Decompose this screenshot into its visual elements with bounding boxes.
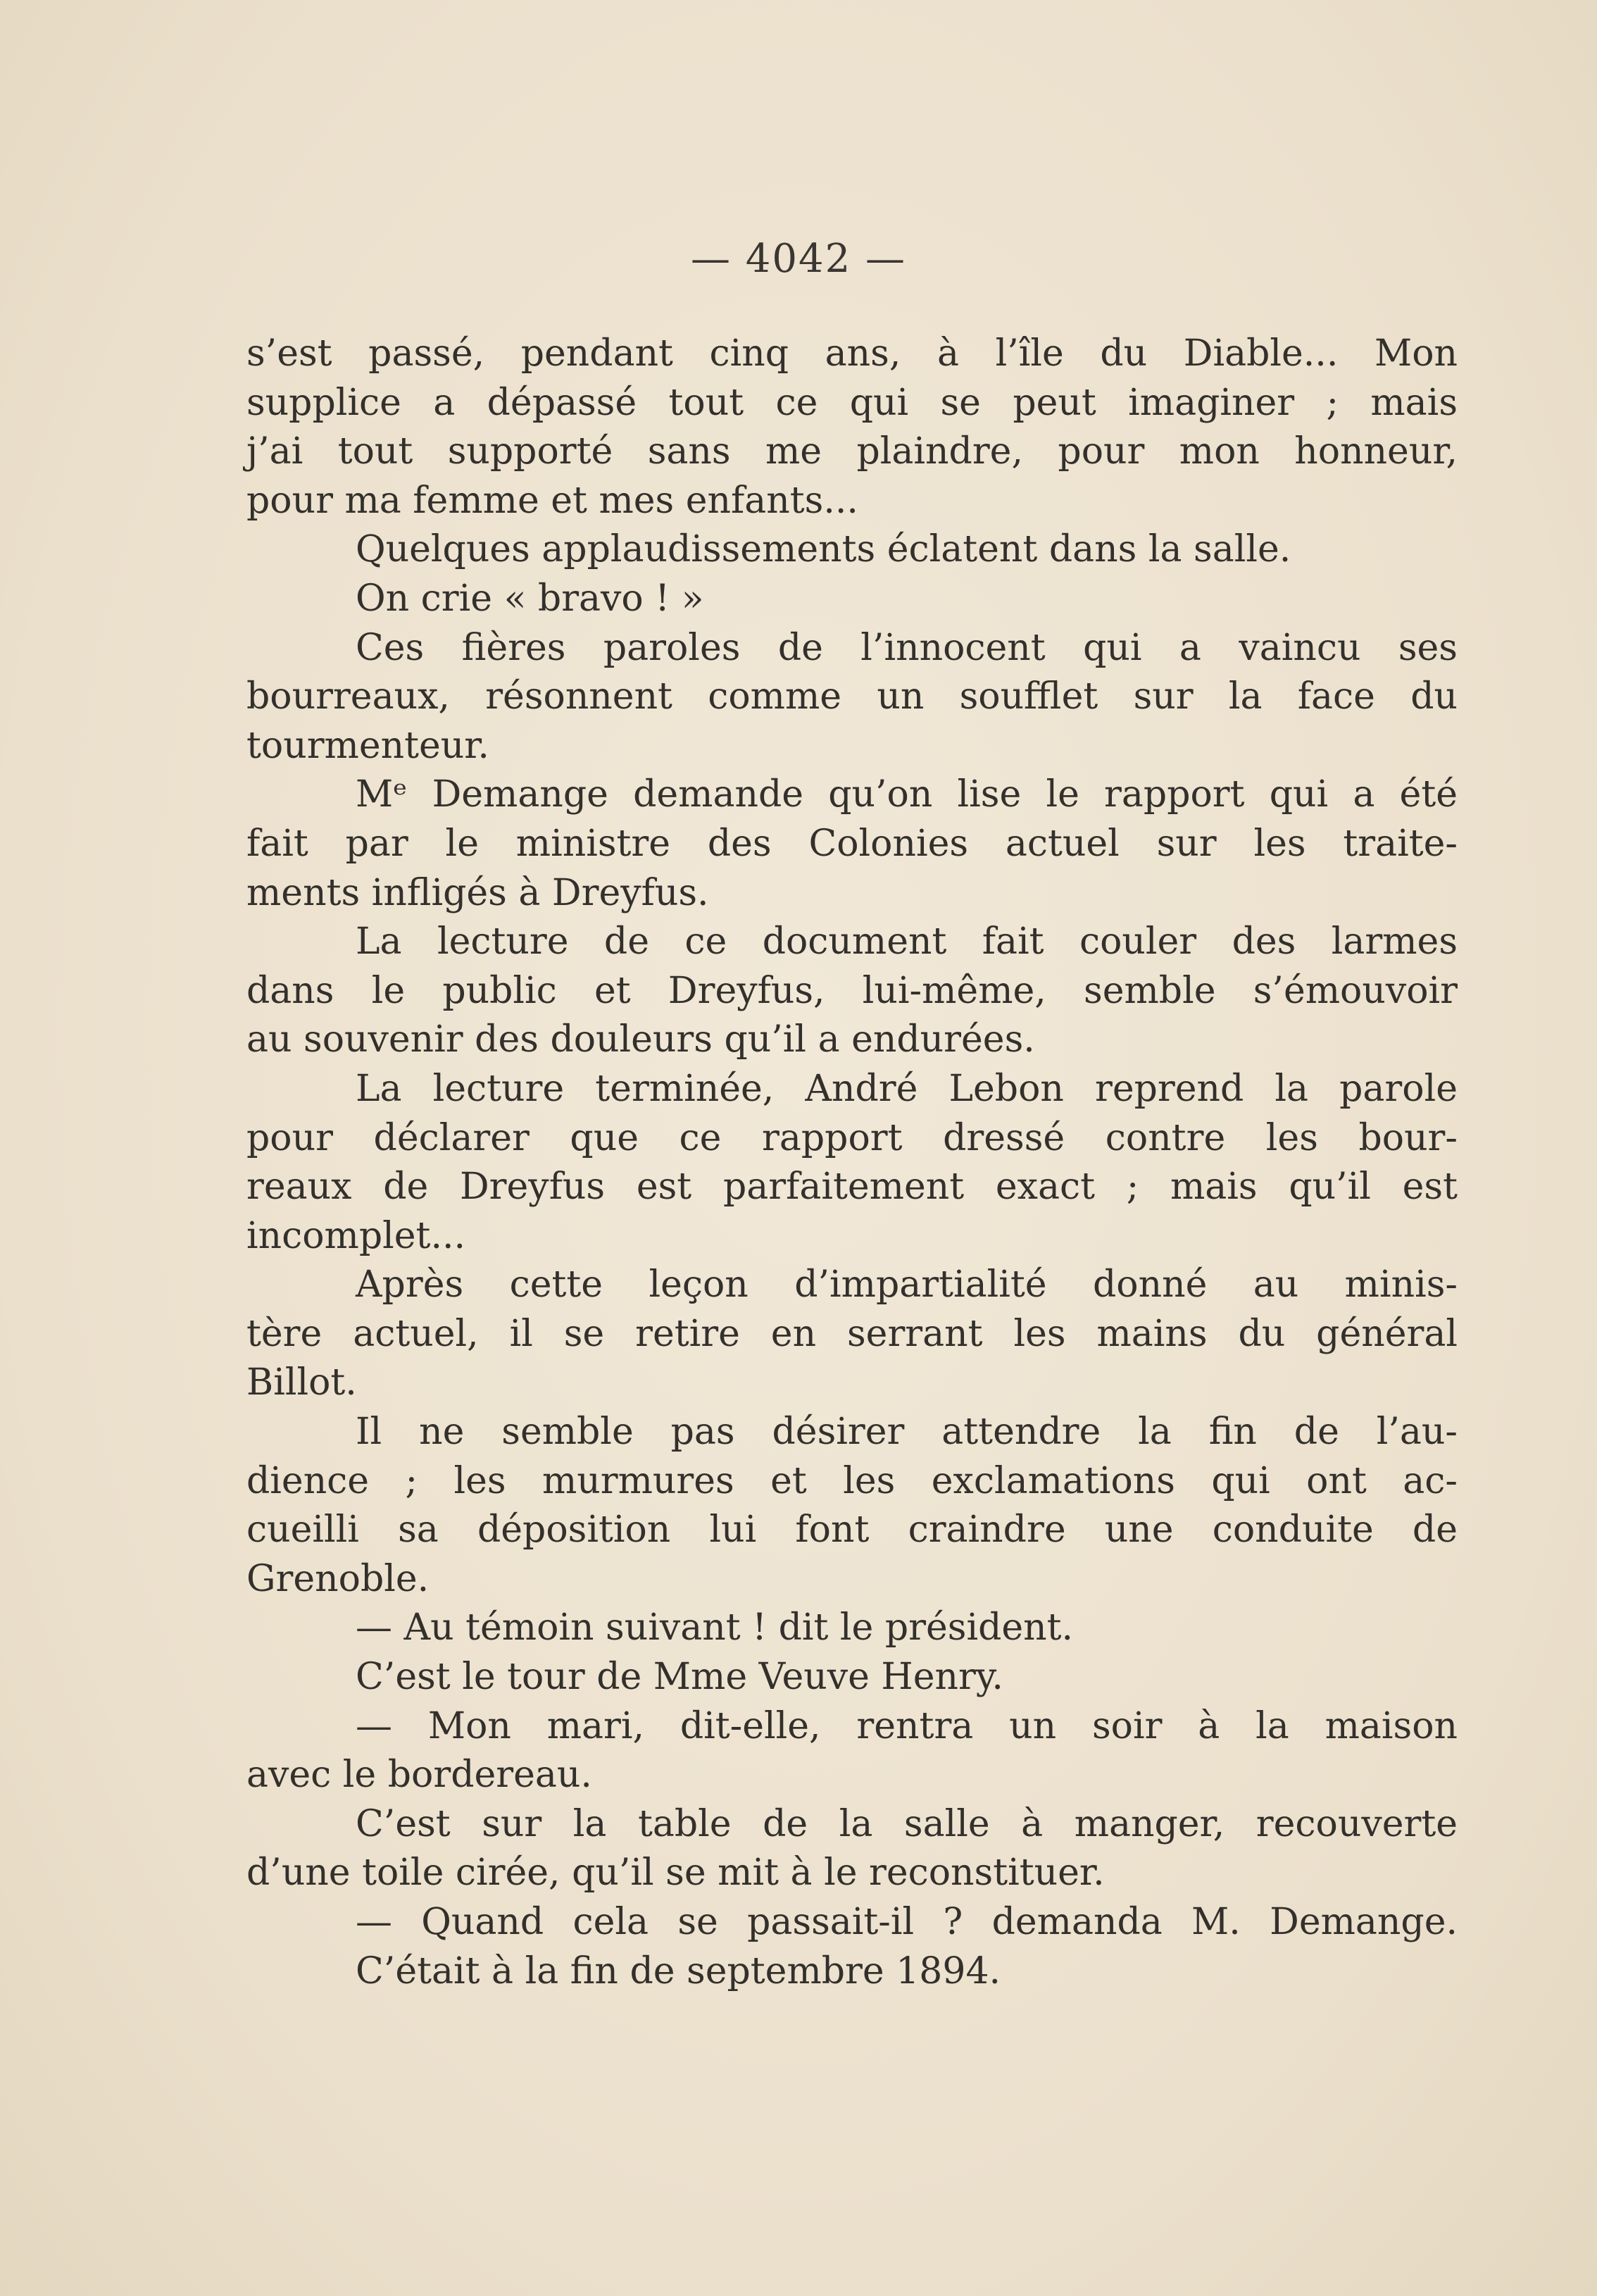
text-line: Mᵉ Demange demande qu’on lise le rapport qui a été	[356, 773, 1458, 816]
text-line: cueilli sa déposition lui font craindre une conduite de	[246, 1509, 1458, 1552]
text-line: Il ne semble pas désirer attendre la fin de l’au-	[356, 1411, 1458, 1454]
text-line: incomplet...	[246, 1214, 466, 1257]
text-line: pour ma femme et mes enfants...	[246, 479, 858, 522]
text-line: C’était à la fin de septembre 1894.	[356, 1949, 1001, 1992]
text-line: avec le bordereau.	[246, 1754, 592, 1797]
text-line: j’ai tout supporté sans me plaindre, pour mon honneur,	[246, 430, 1458, 473]
text-line: fait par le ministre des Colonies actuel sur les traite-	[246, 822, 1458, 865]
text-line: C’est le tour de Mme Veuve Henry.	[356, 1656, 1003, 1699]
text-line: Grenoble.	[246, 1557, 430, 1600]
text-line: On crie « bravo ! »	[356, 577, 704, 620]
text-line: Après cette leçon d’impartialité donné au minis-	[356, 1264, 1458, 1306]
text-line: tourmenteur.	[246, 724, 489, 767]
text-line: reaux de Dreyfus est parfaitement exact ; mais qu’il est	[246, 1166, 1458, 1209]
text-line: pour déclarer que ce rapport dressé contre les bour-	[246, 1116, 1458, 1159]
text-line: — Mon mari, dit-elle, rentra un soir à la maison	[356, 1704, 1458, 1747]
text-line: dience ; les murmures et les exclamations qui ont ac-	[246, 1459, 1458, 1502]
page-number: — 4042 —	[690, 236, 907, 282]
text-line: C’est sur la table de la salle à manger, recouverte	[356, 1802, 1458, 1845]
text-line: La lecture terminée, André Lebon reprend la parole	[356, 1067, 1458, 1110]
text-line: Quelques applaudissements éclatent dans la salle.	[356, 528, 1291, 571]
text-line: — Quand cela se passait-il ? demanda M. Demange.	[356, 1901, 1458, 1943]
text-line: bourreaux, résonnent comme un soufflet sur la face du	[246, 675, 1458, 718]
text-line: tère actuel, il se retire en serrant les mains du général	[246, 1312, 1458, 1355]
body-text	[246, 330, 1458, 1996]
text-line: Billot.	[246, 1361, 357, 1404]
text-line: ments infligés à Dreyfus.	[246, 871, 709, 914]
text-line: supplice a dépassé tout ce qui se peut imaginer ; mais	[246, 381, 1458, 424]
text-line: — Au témoin suivant ! dit le président.	[356, 1606, 1074, 1649]
text-line: dans le public et Dreyfus, lui-même, semble s’émouvoir	[246, 969, 1458, 1012]
text-line: d’une toile cirée, qu’il se mit à le reconstituer.	[246, 1852, 1105, 1895]
text-line: au souvenir des douleurs qu’il a endurées.	[246, 1018, 1035, 1061]
text-line: s’est passé, pendant cinq ans, à l’île du Diable... Mon	[246, 332, 1458, 375]
text-line: La lecture de ce document fait couler des larmes	[356, 921, 1458, 963]
text-line: Ces fières paroles de l’innocent qui a vaincu ses	[356, 626, 1458, 669]
